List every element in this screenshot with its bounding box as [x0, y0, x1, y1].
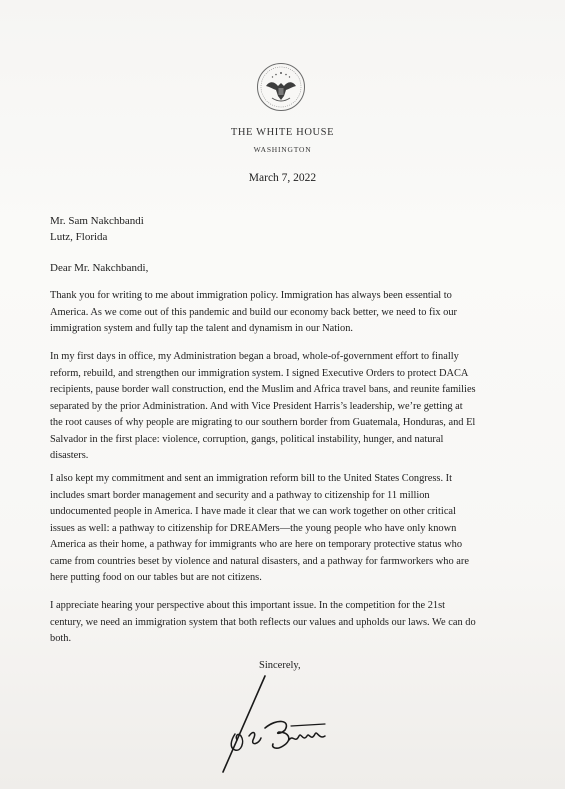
paragraph-line: came from countries beset by violence and natural disasters, and a pathway for farmworkers who are: [50, 555, 469, 567]
recipient-city: Lutz, Florida: [50, 231, 108, 243]
paragraph-line: In my first days in office, my Administration began a broad, whole-of-government effort to finally: [50, 351, 459, 362]
paragraph-line: America. As we come out of this pandemic and build our economy back better, we need to fix our: [50, 306, 458, 318]
paragraph-line: reform, rebuild, and strengthen our immigration system. I signed Executive Orders to protect DACA: [50, 367, 469, 379]
paragraph-line: century, we need an immigration system that both reflects our values and upholds our laws. We can do: [50, 616, 476, 628]
paragraph-4: [50, 598, 520, 648]
paragraph-line: here putting food on our tables but are not citizens.: [50, 572, 262, 583]
paragraph-line: Thank you for writing to me about immigration policy. Immigration has always been essential to: [50, 290, 452, 301]
paragraph-line: America as their home, a pathway for immigrants who are here on temporary protective status who: [50, 539, 463, 550]
letterhead-location: WASHINGTON: [253, 145, 312, 154]
paragraph-line: separated by the prior Administration. And with Vice President Harris’s leadership, we’re getting at: [50, 400, 463, 412]
paragraph-line: I also kept my commitment and sent an immigration reform bill to the United States Congress. It: [50, 473, 452, 484]
paragraph-1: [50, 288, 520, 338]
paragraph-line: issues as well: a pathway to citizenship for DREAMers—the young people who have only known: [50, 522, 457, 534]
paragraph-2: [50, 349, 520, 465]
letter-date: March 7, 2022: [248, 172, 317, 184]
handwritten-signature: [205, 670, 345, 780]
closing: Sincerely,: [259, 660, 301, 671]
salutation: Dear Mr. Nakchbandi,: [50, 262, 149, 274]
paragraph-line: both.: [50, 633, 72, 644]
presidential-seal-icon: [256, 62, 306, 112]
paragraph-line: I appreciate hearing your perspective about this important issue. In the competition for the 21st: [50, 600, 446, 611]
letterhead-title: THE WHITE HOUSE: [230, 127, 335, 138]
paragraph-line: immigration system and fully tap the talent and dynamism in our Nation.: [50, 323, 354, 334]
paragraph-line: Salvador in the first place: violence, corruption, gangs, political instability, hunger, and natural: [50, 433, 444, 445]
paragraph-line: the root causes of why people are migrating to our southern border from Guatemala, Honduras, and El: [50, 417, 476, 428]
paragraph-3: [50, 471, 520, 587]
paragraph-line: recipients, pause border wall construction, end the Muslim and Africa travel bans, and reunite families: [50, 384, 476, 395]
paragraph-line: disasters.: [50, 450, 89, 461]
recipient-name: Mr. Sam Nakchbandi: [50, 215, 144, 227]
paragraph-line: includes smart border management and security and a pathway to citizenship for 11 million: [50, 489, 430, 501]
paragraph-line: undocumented people in America. I have made it clear that we can work together on other critical: [50, 506, 456, 517]
